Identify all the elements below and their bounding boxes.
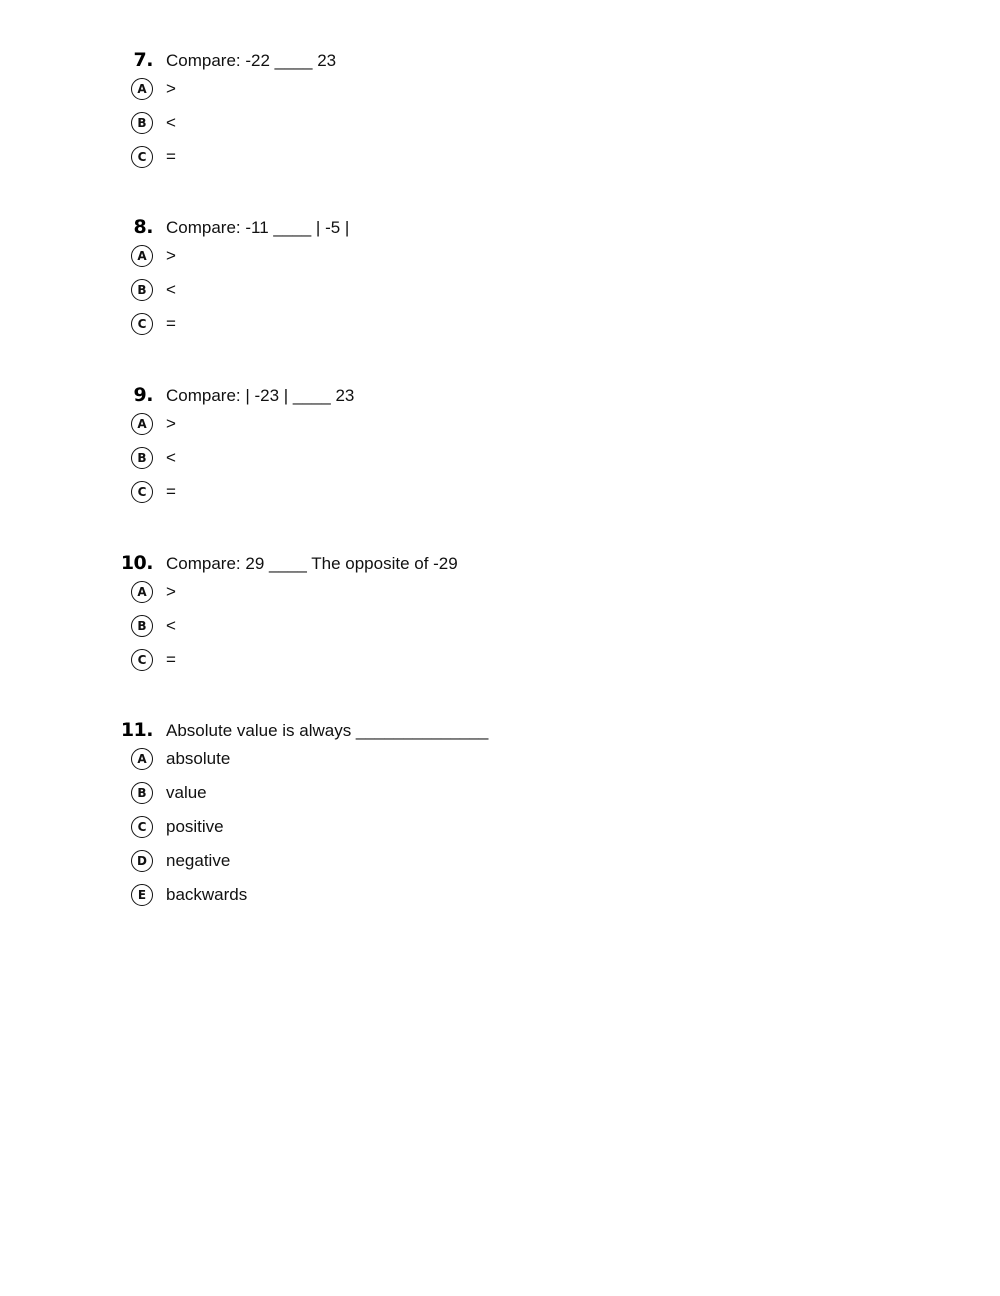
choice-text: < (166, 280, 176, 299)
answer-bubble-a[interactable]: A (131, 413, 153, 435)
answer-bubble-b[interactable]: B (131, 615, 153, 637)
choice-b[interactable] (0, 447, 1000, 481)
question-number: 9. (133, 384, 153, 406)
question-9 (0, 383, 1000, 515)
question-11 (0, 718, 1000, 918)
choice-text: value (166, 783, 207, 802)
question-number: 11. (120, 719, 153, 741)
answer-bubble-a[interactable]: A (131, 748, 153, 770)
question-header (0, 718, 1000, 748)
choice-c[interactable] (0, 816, 1000, 850)
choice-c[interactable] (0, 146, 1000, 180)
choice-a[interactable] (0, 748, 1000, 782)
question-number: 10. (120, 552, 153, 574)
answer-bubble-c[interactable]: C (131, 816, 153, 838)
question-prompt: Compare: | -23 | ____ 23 (166, 386, 355, 405)
answer-bubble-a[interactable]: A (131, 581, 153, 603)
choice-text: absolute (166, 749, 231, 768)
question-prompt: Compare: -11 ____ | -5 | (166, 218, 350, 237)
choice-text: = (166, 650, 176, 669)
choice-a[interactable] (0, 413, 1000, 447)
answer-bubble-b[interactable]: B (131, 447, 153, 469)
answer-bubble-b[interactable]: B (131, 782, 153, 804)
choice-a[interactable] (0, 78, 1000, 112)
question-number: 7. (133, 49, 153, 71)
choice-text: backwards (166, 885, 248, 904)
choice-c[interactable] (0, 313, 1000, 347)
choice-a[interactable] (0, 245, 1000, 279)
answer-bubble-c[interactable]: C (131, 649, 153, 671)
choice-text: negative (166, 851, 231, 870)
answer-bubble-a[interactable]: A (131, 78, 153, 100)
choice-text: = (166, 482, 176, 501)
answer-bubble-b[interactable]: B (131, 279, 153, 301)
choice-b[interactable] (0, 279, 1000, 313)
choice-text: < (166, 113, 176, 132)
question-prompt: Compare: 29 ____ The opposite of -29 (166, 554, 458, 573)
choice-text: < (166, 616, 176, 635)
question-10 (0, 551, 1000, 683)
answer-bubble-c[interactable]: C (131, 481, 153, 503)
choice-a[interactable] (0, 581, 1000, 615)
choice-text: = (166, 147, 176, 166)
choice-e[interactable] (0, 884, 1000, 918)
question-prompt: Absolute value is always ______________ (166, 721, 489, 740)
choice-text: > (166, 79, 176, 98)
choice-b[interactable] (0, 782, 1000, 816)
question-header (0, 383, 1000, 413)
choice-c[interactable] (0, 481, 1000, 515)
choice-d[interactable] (0, 850, 1000, 884)
question-header (0, 215, 1000, 245)
answer-bubble-e[interactable]: E (131, 884, 153, 906)
question-number: 8. (133, 216, 153, 238)
choice-b[interactable] (0, 112, 1000, 146)
question-header (0, 551, 1000, 581)
choice-text: > (166, 414, 176, 433)
answer-bubble-d[interactable]: D (131, 850, 153, 872)
answer-bubble-c[interactable]: C (131, 146, 153, 168)
choice-text: > (166, 246, 176, 265)
choice-b[interactable] (0, 615, 1000, 649)
question-7 (0, 48, 1000, 180)
answer-bubble-b[interactable]: B (131, 112, 153, 134)
answer-bubble-c[interactable]: C (131, 313, 153, 335)
choice-text: positive (166, 817, 224, 836)
choice-c[interactable] (0, 649, 1000, 683)
choice-text: < (166, 448, 176, 467)
answer-bubble-a[interactable]: A (131, 245, 153, 267)
choice-text: = (166, 314, 176, 333)
question-prompt: Compare: -22 ____ 23 (166, 51, 337, 70)
question-8 (0, 215, 1000, 347)
choice-text: > (166, 582, 176, 601)
question-header (0, 48, 1000, 78)
